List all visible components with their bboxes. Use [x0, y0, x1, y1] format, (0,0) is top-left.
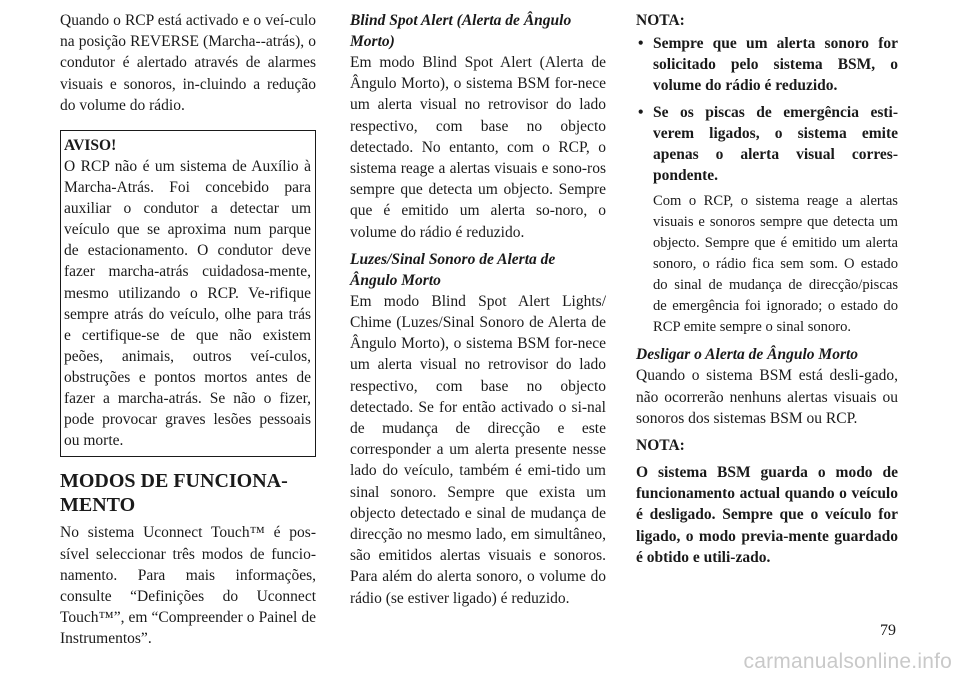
note-item-text: Se os piscas de emergência esti-verem ligados, o sistema emite apenas o alerta visual corres-pondente. [653, 103, 898, 185]
section-paragraph: No sistema Uconnect Touch™ é pos-sível seleccionar três modos de funcio-namento. Para mais informações, consulte “Definições do Uconnect Touch™”, em “Compreender o Painel de Instrumentos”. [60, 524, 316, 648]
rcp-note-paragraph: Com o RCP, o sistema reage a alertas visuais e sonoros sempre que detecta um objecto. Sempre que é emitido um alerta sonoro, o rádio fica sem som. O estado do sinal de mudança de direcção/piscas de emergência foi ignorado; o estado do RCP emite sempre o sinal sonoro. [653, 193, 898, 336]
note-paragraph-2: O sistema BSM guarda o modo de funcionamento actual quando o veículo é desligado. Sempre que o veículo for ligado, o modo previa-mente guardado é obtido e utili-zado. [636, 464, 898, 566]
subheading-lights-chime: Luzes/Sinal Sonoro de Alerta de Ângulo Morto [350, 250, 556, 289]
blind-spot-alert-paragraph: Em modo Blind Spot Alert (Alerta de Ângulo Morto), o sistema BSM for-nece um alerta visual no retrovisor do lado respectivo, com base no objecto detectado. No entanto, com o RCP, o sistema reage a alertas visuais e sono-ros sempre que detecta um objecto. Sempre que é emitido um alerta so-noro, o volume do rádio é reduzido. [350, 54, 606, 241]
page-number: 79 [880, 622, 896, 639]
lights-chime-paragraph: Em modo Blind Spot Alert Lights/ Chime (Luzes/Sinal Sonoro de Alerta de Ângulo Morto), o sistema BSM for-nece um alerta visual no retrovisor do lado respectivo, com base no objecto detectado. Se for então activado o si-nal de mudança de direcção e este corresponder a um alerta presente nesse lado do veículo, também é emi-tido um sinal sonoro. Sempre que exista um objecto detectado e sinal de mudança de direcção no mesmo lado, em simultâneo, são emitidos alertas visuais e sonoros. Para além do alerta sonoro, o volume do rádio (se estiver ligado) é reduzido. [350, 292, 606, 607]
intro-paragraph: Quando o RCP está activado e o veí-culo na posição REVERSE (Marcha--atrás), o condutor é alertado através de alarmes visuais e sonoros, in-cluindo a redução do volume do rádio. [60, 12, 316, 114]
warning-text: O RCP não é um sistema de Auxílio à Marcha-Atrás. Foi concebido para auxiliar o condutor a detectar um veículo que se aproxima num parque de estacionamento. O condutor deve fazer marcha-atrás cuidadosa-mente, mesmo utilizando o RCP. Ve-rifique sempre atrás do veículo, olhe para trás e certifique-se de que não existem peões, animais, outros veí-culos, obstruções e pontos mortos antes de fazer a marcha-atrás. Se não o fizer, pode provocar graves lesões pessoais ou morte. [64, 158, 311, 450]
watermark-text: carmanualsonline.info [743, 650, 952, 673]
note-list-item [636, 102, 898, 187]
note-label-2: NOTA: [636, 437, 685, 455]
column-right [636, 10, 898, 568]
note-list [636, 33, 898, 186]
warning-box [60, 130, 316, 457]
note-label: NOTA: [636, 12, 685, 29]
column-middle [350, 10, 606, 609]
note-list-item [636, 33, 898, 97]
warning-title: AVISO! [64, 137, 117, 155]
bullet-icon: • [638, 103, 644, 121]
subheading-disable-alert: Desligar o Alerta de Ângulo Morto [636, 346, 859, 364]
section-title: MODOS DE FUNCIONA-MENTO [60, 470, 288, 517]
column-left [60, 10, 316, 650]
disable-alert-paragraph: Quando o sistema BSM está desli-gado, não ocorrerão nenhuns alertas visuais ou sonoros dos sistemas BSM ou RCP. [636, 367, 898, 427]
subheading-blind-spot-alert: Blind Spot Alert (Alerta de Ângulo Morto) [350, 12, 572, 50]
note-item-text: Sempre que um alerta sonoro for solicitado pelo sistema BSM, o volume do rádio é reduzido. [653, 35, 898, 95]
bullet-icon: • [638, 35, 644, 52]
